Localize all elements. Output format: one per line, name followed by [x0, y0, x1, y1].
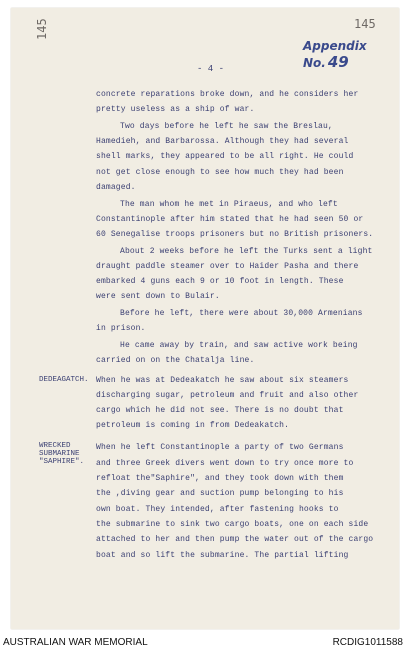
text-line: The man whom he met in Piraeus, and who left	[120, 200, 338, 209]
text-line: in prison.	[96, 324, 146, 333]
text-line: Hamedieh, and Barbarossa. Although they had several	[96, 137, 349, 146]
margin-heading-saphire: "SAPHIRE".	[39, 458, 85, 466]
text-line: About 2 weeks before he left the Turks sent a light	[120, 247, 373, 256]
footer-record-id: RCDIG1011588	[332, 637, 403, 648]
appendix-annotation	[303, 39, 407, 71]
text-line: When he left Constantinople a party of two Germans	[96, 443, 344, 452]
text-line: carried on on the Chatalja line.	[96, 356, 255, 365]
text-line: were sent down to Bulair.	[96, 292, 220, 301]
folio-stamp-side: 145	[35, 18, 49, 40]
text-line: Before he left, there were about 30,000 Armenians	[120, 309, 363, 318]
text-line: draught paddle steamer over to Haider Pasha and there	[96, 262, 359, 271]
text-line: the ,diving gear and suction pump belonging to his	[96, 489, 344, 498]
folio-stamp: 145	[354, 17, 376, 31]
footer-institution: AUSTRALIAN WAR MEMORIAL	[3, 637, 148, 648]
appendix-number: 49	[327, 53, 349, 71]
margin-heading-dedeagatch: DEDEAGATCH.	[39, 376, 89, 384]
text-line: embarked 4 guns each 9 or 10 foot in length. These	[96, 277, 344, 286]
margin-heading-submarine: SUBMARINE	[39, 450, 80, 458]
text-line: the submarine to sink two cargo boats, one on each side	[96, 520, 369, 529]
text-line: Two days before he left he saw the Breslau,	[120, 122, 333, 131]
appendix-label: Appendix No.	[303, 39, 367, 70]
text-line: 60 Senegalise troops prisoners but no British prisoners.	[96, 230, 374, 239]
page-number: - 4 -	[197, 64, 225, 74]
text-line: cargo which he did not see. There is no doubt that	[96, 406, 344, 415]
text-line: When he was at Dedeakatch he saw about six steamers	[96, 376, 349, 385]
text-line: Constantinople after him stated that he had seen 50 or	[96, 215, 364, 224]
text-line: refloat the"Saphire", and they took down with them	[96, 474, 344, 483]
text-line: shell marks, they appeared to be all right. He could	[96, 152, 354, 161]
text-line: discharging sugar, petroleum and fruit and also other	[96, 391, 359, 400]
text-line: concrete reparations broke down, and he considers her	[96, 90, 359, 99]
text-line: damaged.	[96, 183, 136, 192]
text-line: He came away by train, and saw active work being	[120, 341, 358, 350]
text-line: petroleum is coming in from Dedeakatch.	[96, 421, 290, 430]
text-line: attached to her and then pump the water out of the cargo	[96, 535, 374, 544]
margin-heading-wrecked: WRECKED	[39, 442, 71, 450]
text-line: boat and so lift the submarine. The partial lifting	[96, 551, 349, 560]
text-line: not get close enough to see how much they had been	[96, 168, 344, 177]
text-line: pretty useless as a ship of war.	[96, 105, 255, 114]
text-line: own boat. They intended, after fastening hooks to	[96, 505, 339, 514]
text-line: and three Greek divers went down to try once more to	[96, 459, 354, 468]
